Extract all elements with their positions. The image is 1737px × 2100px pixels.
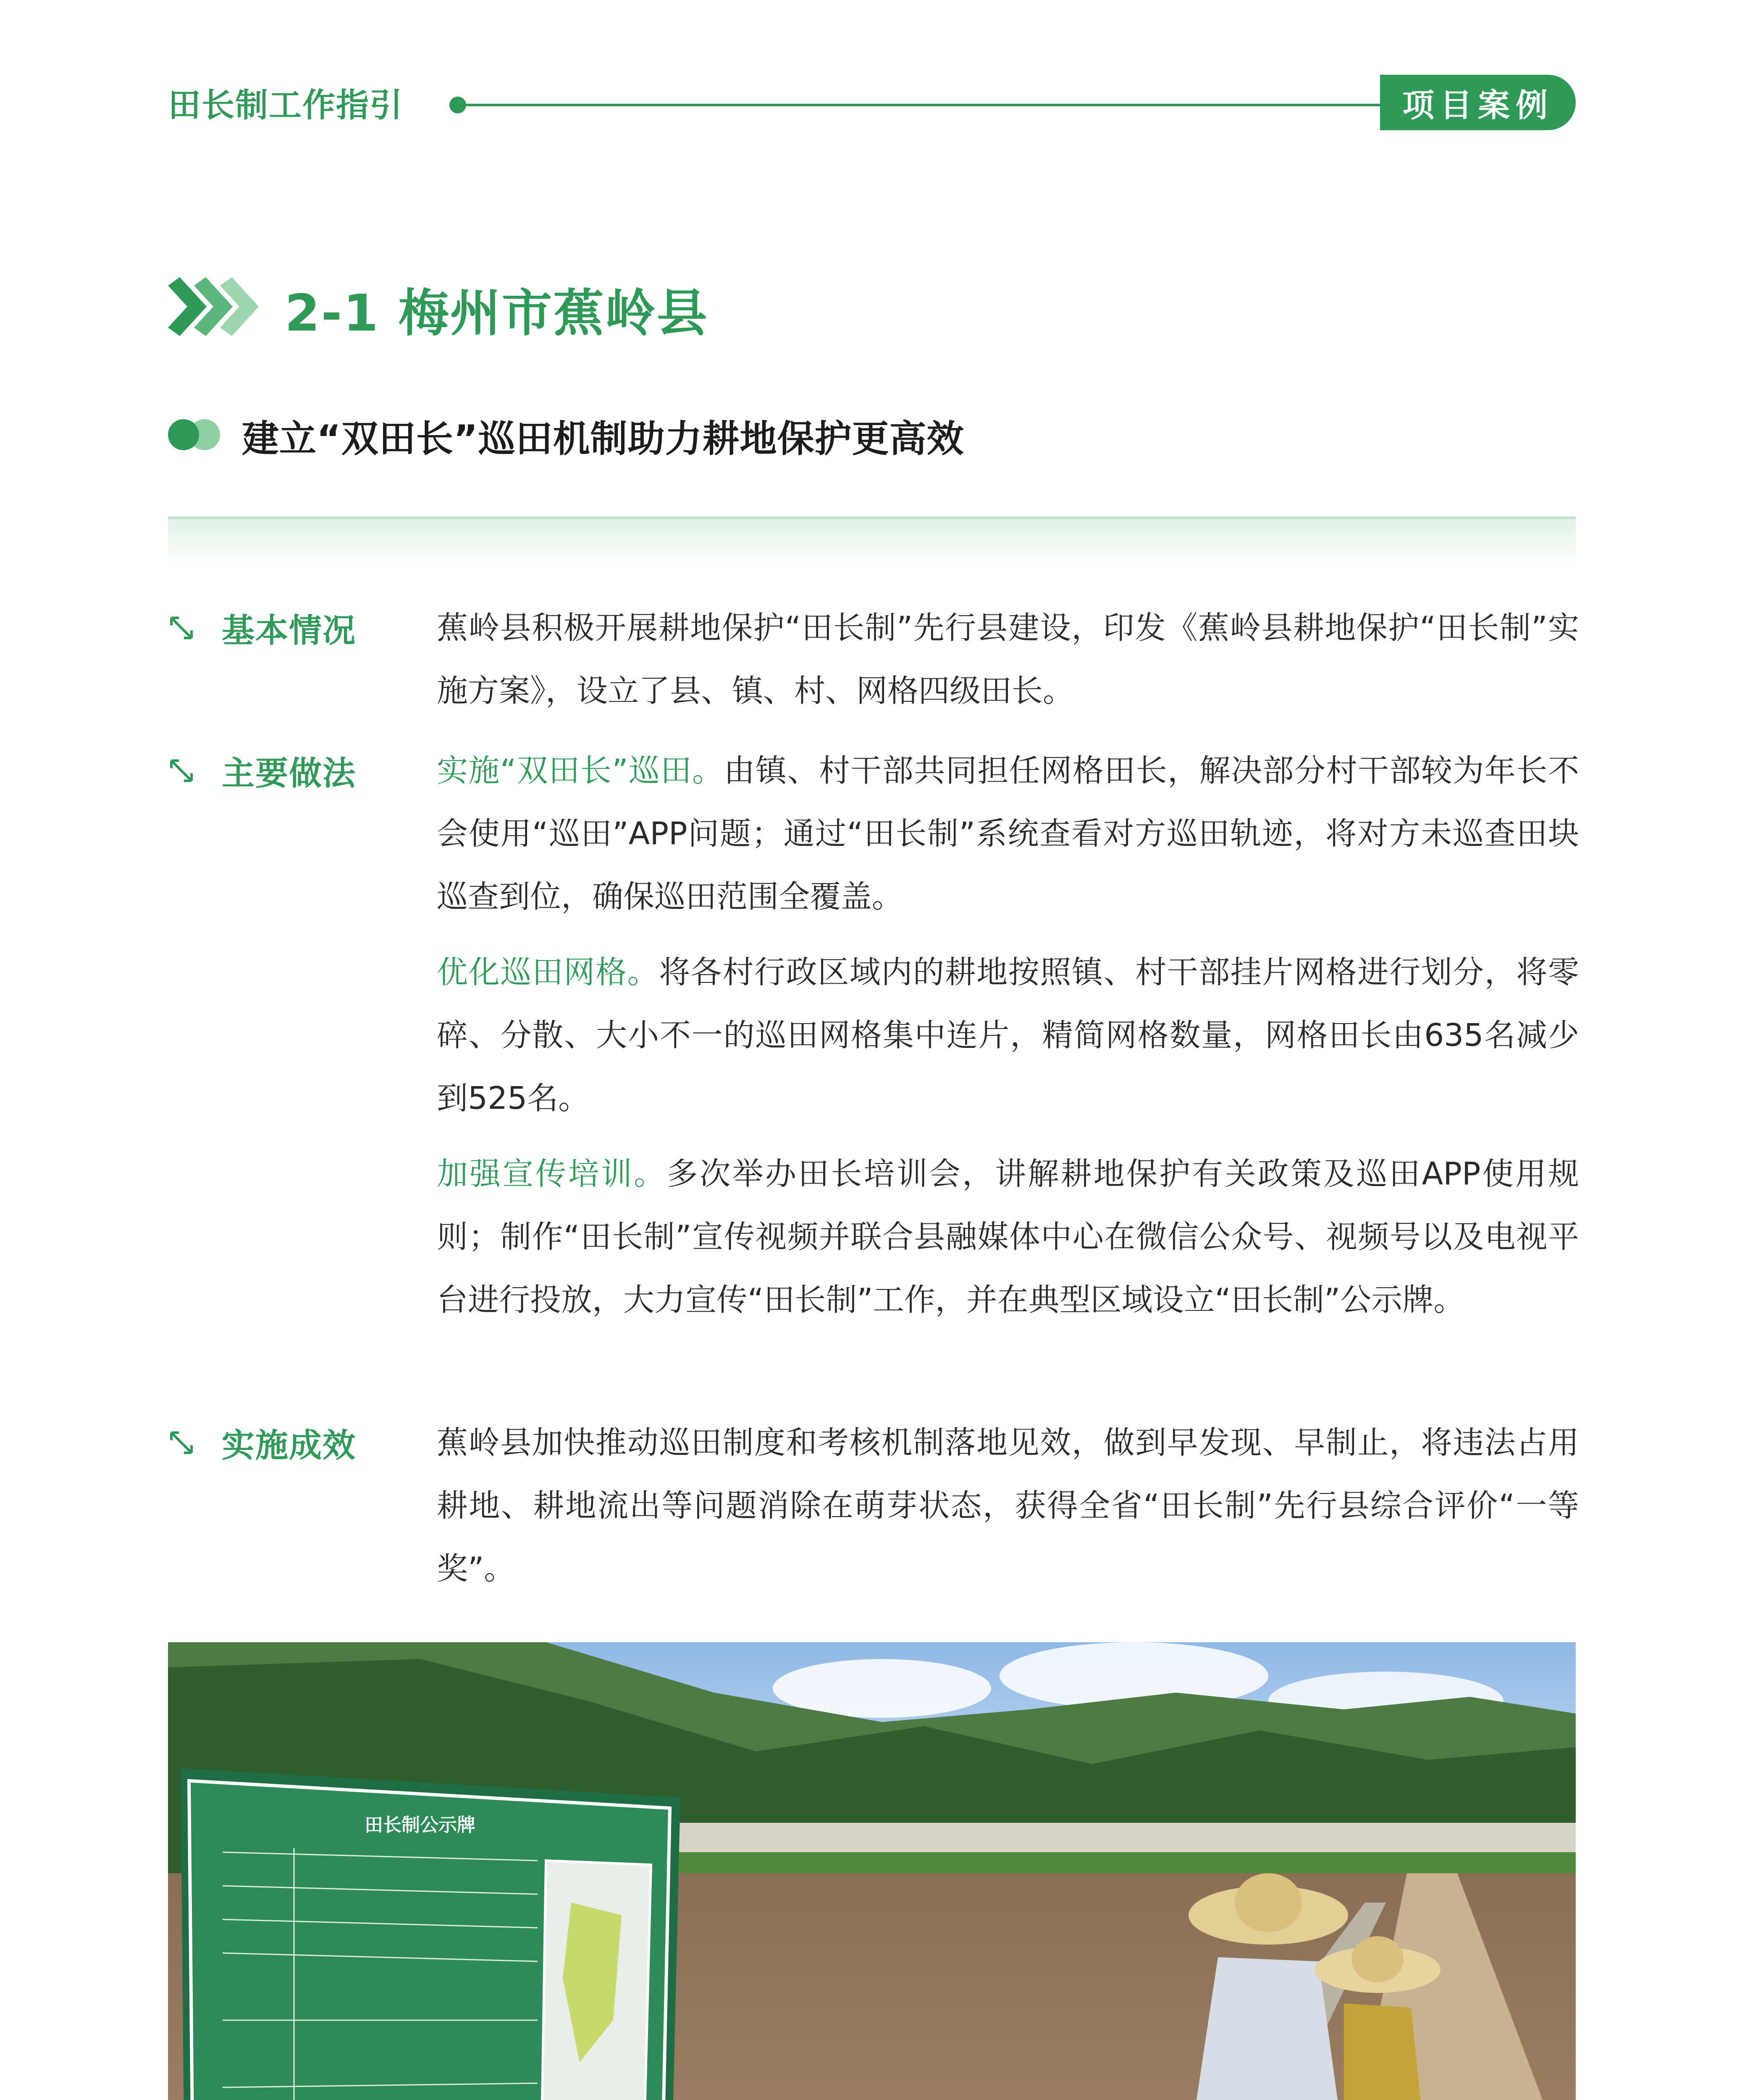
field-photo [168,1642,1576,2100]
expand-arrows-icon [168,1429,195,1456]
case-subtitle: 建立“双田长”巡田机制助力耕地保护更高效 [242,417,964,460]
label-results: 实施成效 [168,1420,356,1466]
double-dot-icon [168,419,220,450]
paragraph-practice-3: 加强宣传培训。多次举办田长培训会，讲解耕地保护有关政策及巡田APP使用规则；制作“田长制”宣传视频并联合县融媒体中心在微信公众号、视频号以及电视平台进行投放，大力宣传“田长制”工作，并在典型区域设立“田长制”公示牌。 [437,1156,1580,1318]
header-rule [462,104,1386,106]
expand-arrows-icon [168,757,195,784]
section-tag: 项目案例 [1380,75,1576,130]
case-title: 2-1 梅州市蕉岭县 [285,284,708,343]
paragraph-practice-2: 优化巡田网格。将各村行政区域内的耕地按照镇、村干部挂片网格进行划分，将零碎、分散、大小不一的巡田网格集中连片，精简网格数量，网格田长由635名减少到525名。 [437,954,1579,1116]
paragraph-basic-situation: 蕉岭县积极开展耕地保护“田长制”先行县建设，印发《蕉岭县耕地保护“田长制”实施方案》，设立了县、镇、村、网格四级田长。 [437,610,1579,709]
title-band [168,517,1576,565]
sign-title: 田长制公示牌 [365,1814,475,1836]
paragraph-practice-1: 实施“双田长”巡田。由镇、村干部共同担任网格田长，解决部分村干部较为年长不会使用“巡田”APP问题；通过“田长制”系统查看对方巡田轨迹，将对方未巡查田块巡查到位，确保巡田范围全覆盖。 [437,753,1579,915]
expand-arrows-icon [168,614,195,641]
label-basic-situation: 基本情况 [168,605,356,651]
triple-chevron-icon [168,277,265,336]
notice-board-sign [181,1768,680,2100]
running-header-title: 田长制工作指引 [168,87,404,124]
paragraph-results: 蕉岭县加快推动巡田制度和考核机制落地见效，做到早发现、早制止，将违法占用耕地、耕地流出等问题消除在萌芽状态，获得全省“田长制”先行县综合评价“一等奖”。 [437,1425,1579,1587]
label-main-practices: 主要做法 [168,748,356,794]
